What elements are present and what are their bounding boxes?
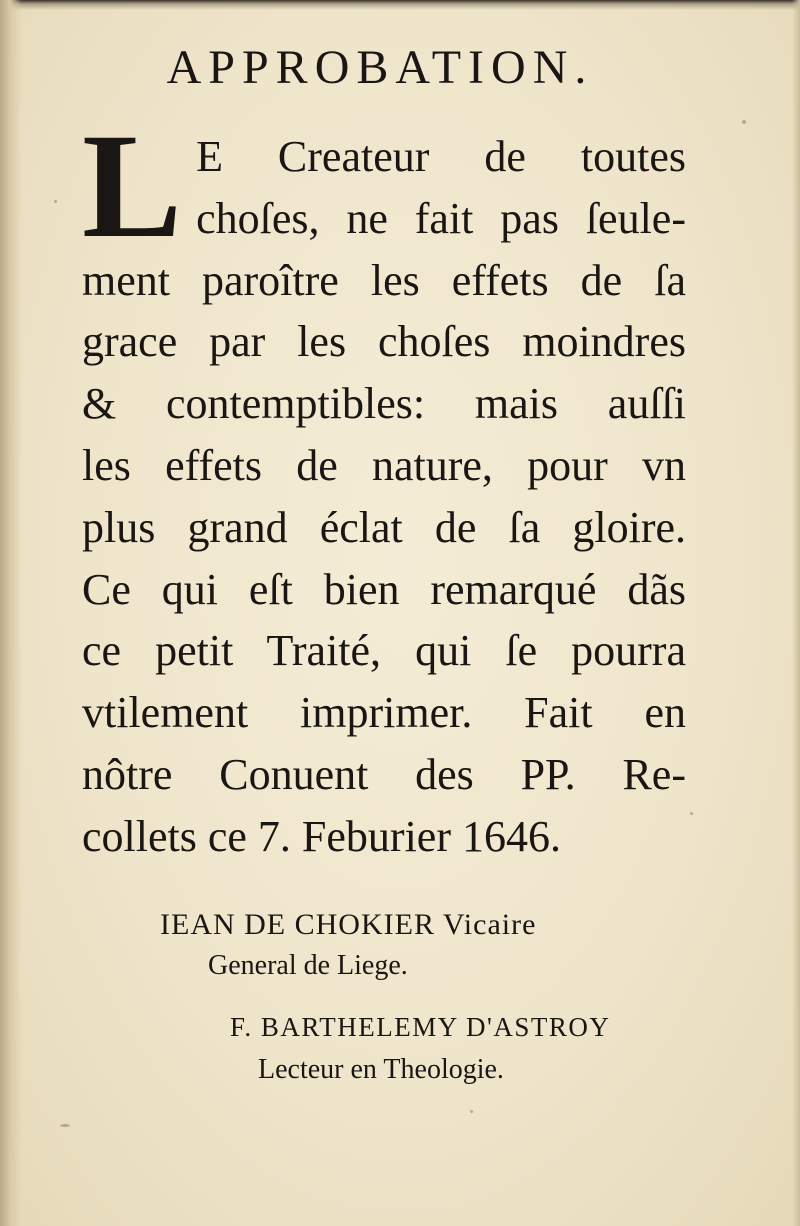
top-edge-shadow bbox=[0, 0, 800, 10]
page-title: APPROBATION. bbox=[166, 41, 594, 94]
text-line: & contemptibles: mais auſſi bbox=[82, 379, 686, 429]
text-line: grace par les choſes moindres bbox=[82, 317, 686, 367]
text-line: les effets de nature, pour vn bbox=[82, 440, 686, 490]
gutter-shadow bbox=[0, 0, 22, 1226]
text-line: Ce qui eſt bien remarqué dãs bbox=[82, 564, 686, 614]
text-line: collets ce 7. Feburier 1646. bbox=[82, 811, 561, 861]
approbation-text bbox=[82, 103, 686, 868]
text-line: ce petit Traité, qui ſe pourra bbox=[82, 626, 686, 676]
paper-speck bbox=[60, 1124, 70, 1127]
text-line: vtilement imprimer. Fait en bbox=[82, 688, 686, 738]
text-line: choſes, ne fait pas ſeule- bbox=[196, 193, 686, 243]
signature-name: IEAN DE CHOKIER Vicaire bbox=[160, 908, 537, 941]
signature-title: Lecteur en Theologie. bbox=[258, 1054, 504, 1085]
paper-speck bbox=[742, 120, 746, 124]
paper-speck bbox=[54, 200, 57, 203]
signature-name: F. BARTHELEMY D'ASTROY bbox=[230, 1012, 611, 1042]
paper-speck bbox=[690, 812, 693, 815]
text-line: nôtre Conuent des PP. Re- bbox=[82, 749, 686, 799]
text-line: ment paroître les effets de ſa bbox=[82, 255, 686, 305]
text-line: plus grand éclat de ſa gloire. bbox=[82, 502, 686, 552]
drop-cap-letter: L bbox=[82, 103, 183, 269]
signature-title: General de Liege. bbox=[208, 950, 408, 981]
text-line: E Createur de toutes bbox=[196, 132, 686, 181]
right-edge-shadow bbox=[792, 0, 800, 1226]
paper-speck bbox=[470, 1110, 473, 1113]
